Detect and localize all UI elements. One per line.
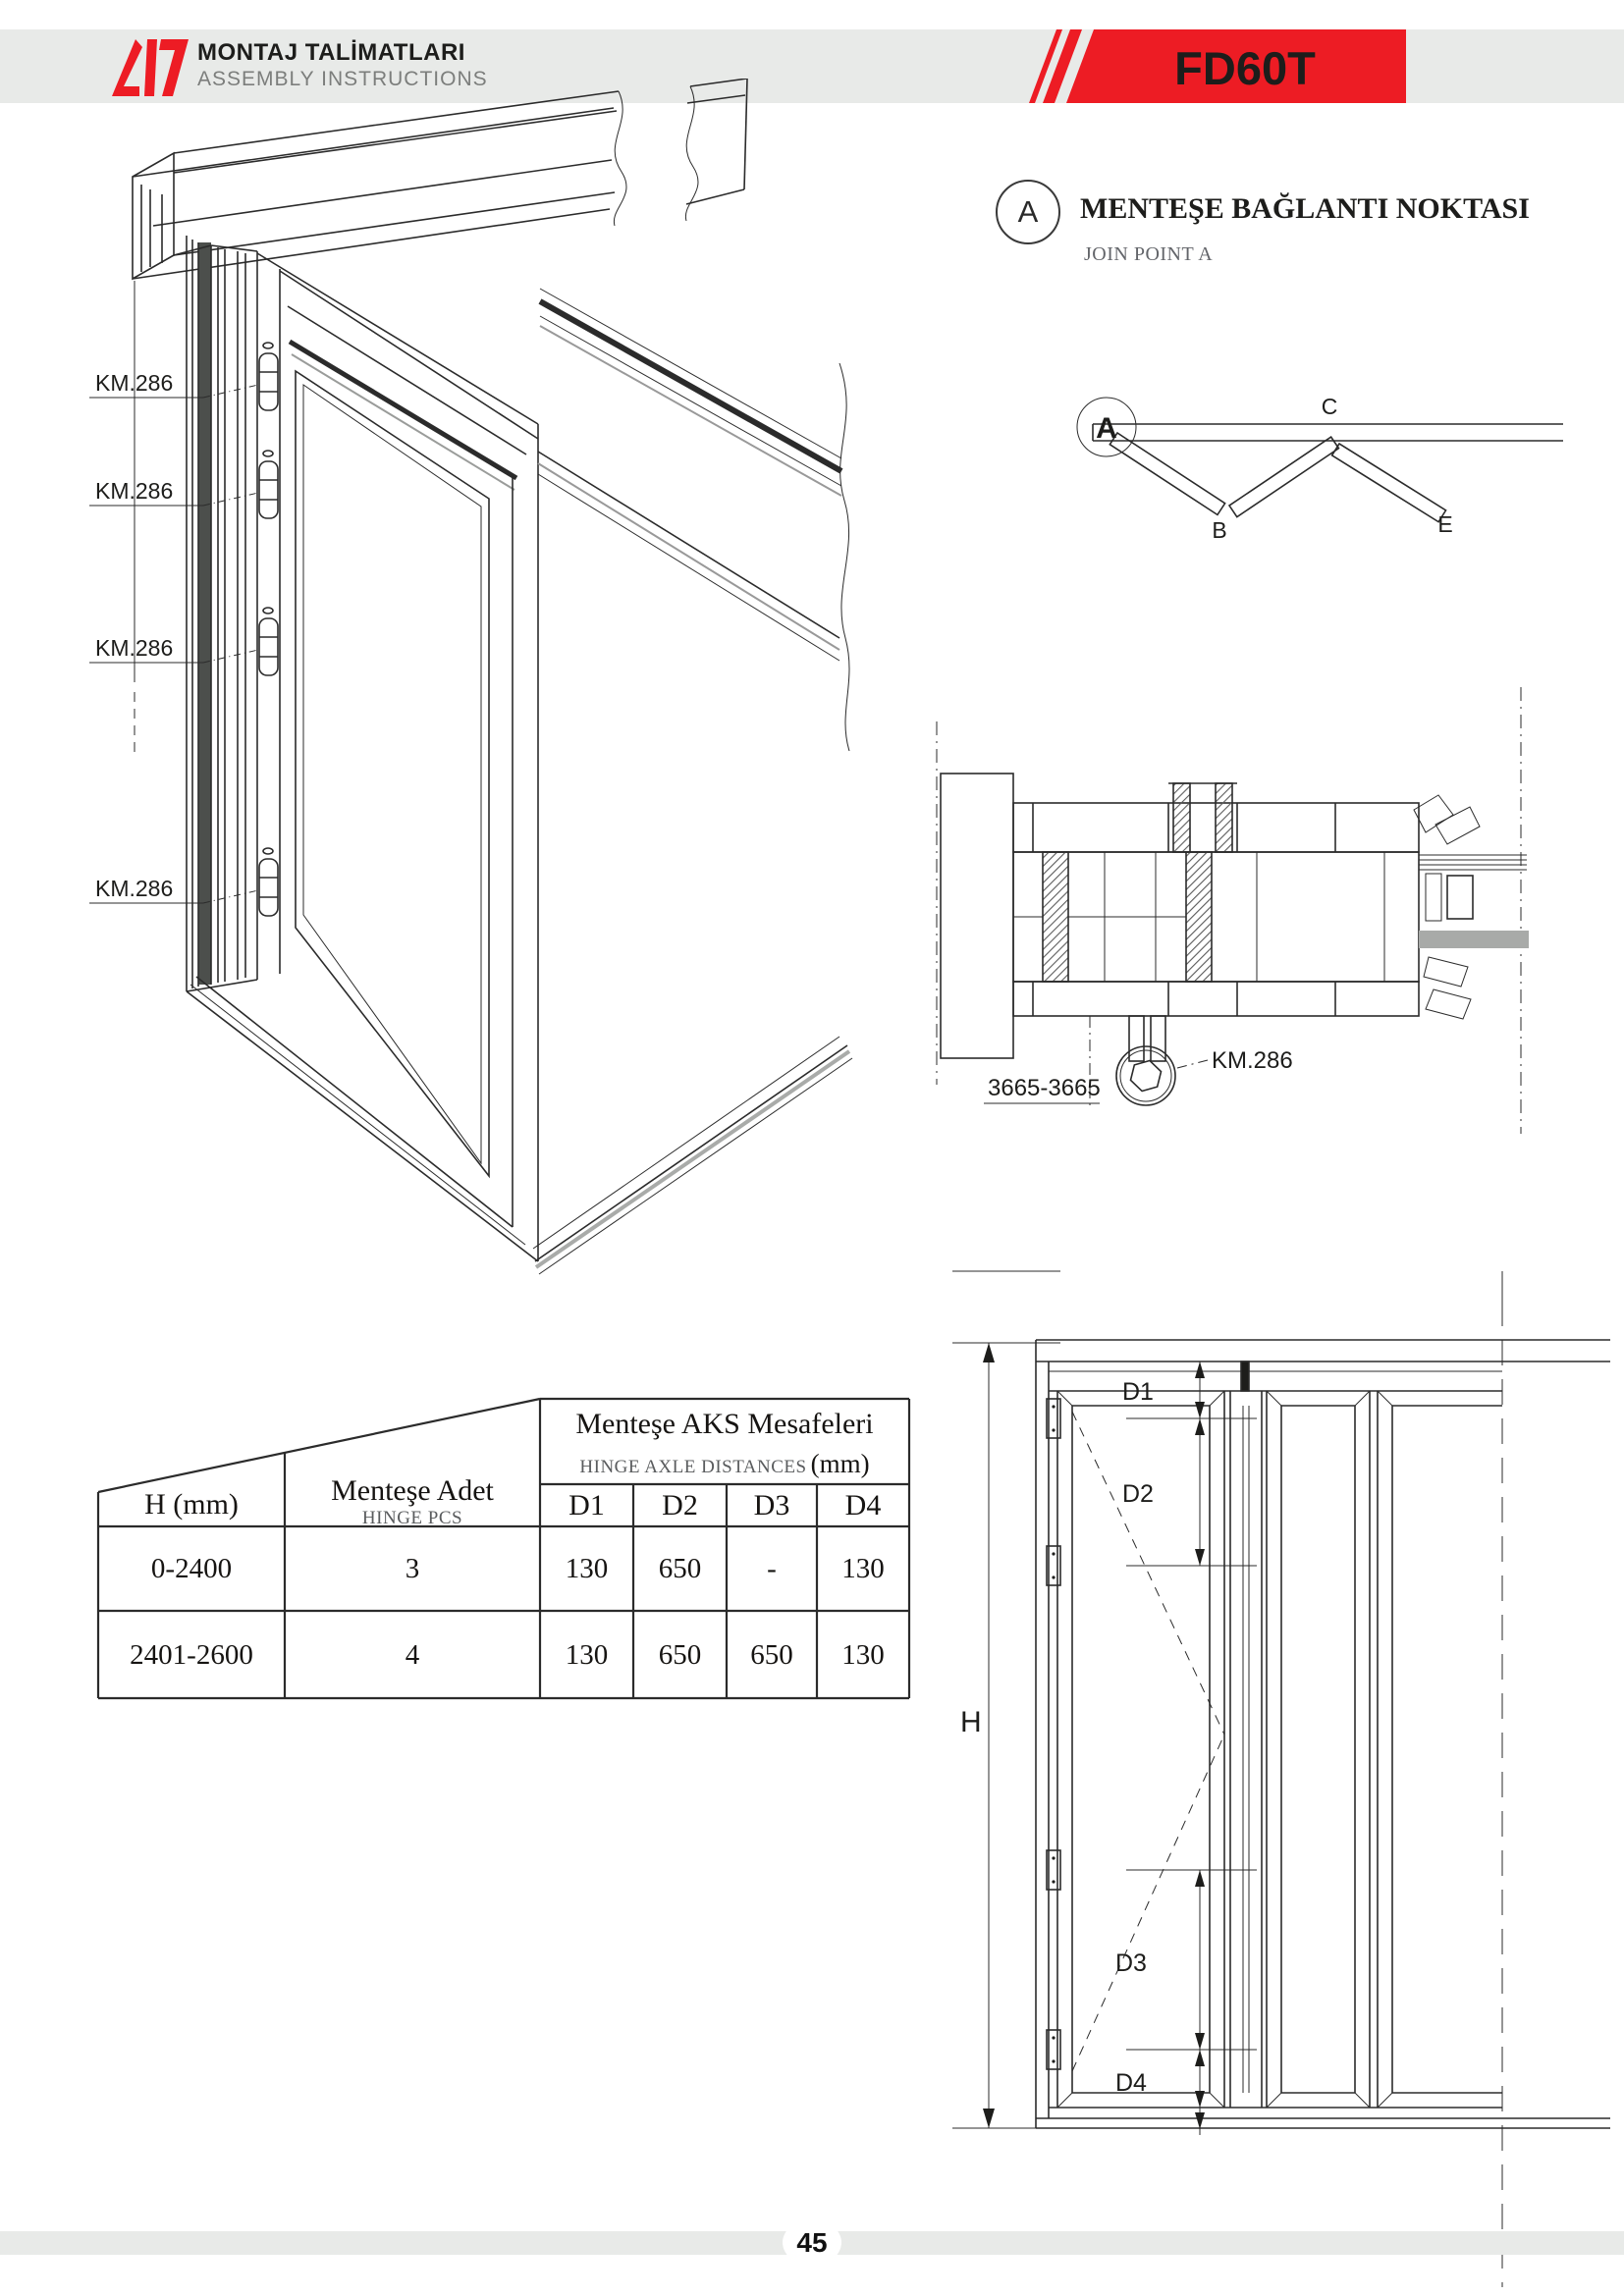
join-point-title-en: JOIN POINT A [1084,243,1214,265]
profile-cross-section [923,677,1624,1148]
dim-d1-label: D1 [1122,1378,1154,1406]
hinge-icon [259,848,278,916]
fold-sequence-diagram [1001,363,1600,569]
cell-d3: 650 [750,1639,793,1671]
cell-pcs: 3 [405,1553,420,1584]
hinge-part-label: KM.286 [95,370,174,396]
dim-d3-label: D3 [1115,1949,1147,1977]
profile-code-label: 3665-3665 [988,1075,1101,1101]
hinge-part-label: KM.286 [95,876,174,901]
table-col-pcs-tr: Menteşe Adet [331,1474,494,1507]
hinge-icon [259,608,278,675]
hinge-part-label: KM.286 [95,635,174,661]
table-col-pcs-en: HINGE PCS [361,1508,463,1528]
table-col-d1: D1 [568,1489,605,1522]
break-line [839,363,849,751]
wall-section [941,774,1013,1058]
door-leaves [1057,1362,1502,2108]
dimension-D-chain [1115,1362,1257,2135]
dim-d2-label: D2 [1122,1480,1154,1508]
fold-point-a-label: A [1096,412,1117,445]
cell-d2: 650 [658,1639,702,1671]
door-panel [187,253,538,1261]
product-code: FD60T [1174,42,1316,94]
cell-d1: 130 [565,1639,609,1671]
page-number-badge [783,2219,841,2266]
dimension-H [952,1343,1060,2128]
hinge-icon [259,343,278,410]
hinge-knuckle [1116,1016,1175,1105]
door-elevation-drawing [933,1256,1624,2296]
table-col-d4: D4 [844,1489,882,1522]
cell-d4: 130 [841,1553,885,1584]
rear-track-and-glass [533,289,852,1274]
join-point-marker [996,180,1060,244]
head-track [133,79,747,279]
glazing-detail [1414,795,1529,1019]
aluminium-profiles [1013,783,1419,1016]
cell-h: 2401-2600 [130,1639,253,1671]
fold-point-e-label: E [1437,511,1453,537]
dim-h-label: H [960,1706,982,1738]
header-title-en: ASSEMBLY INSTRUCTIONS [197,68,488,90]
header-title-tr: MONTAJ TALİMATLARI [197,39,465,66]
table-col-h: H (mm) [144,1488,239,1521]
cell-pcs: 4 [405,1639,420,1671]
table-group-unit: (mm) [810,1449,870,1478]
cell-d2: 650 [658,1553,702,1584]
hinge-part-label: KM.286 [1212,1047,1293,1074]
table-col-d3: D3 [753,1489,790,1522]
table-group-title-tr: Menteşe AKS Mesafeleri [575,1408,874,1440]
hinge-icon [259,451,278,518]
product-code-tab [1021,29,1414,103]
hinge-part-label: KM.286 [95,478,174,504]
join-point-letter: A [1017,194,1039,229]
table-group-title-en: HINGE AXLE DISTANCES [579,1457,807,1477]
cell-h: 0-2400 [150,1553,233,1584]
table-col-d2: D2 [662,1489,698,1522]
isometric-door-drawing [54,79,864,1291]
cell-d4: 130 [841,1639,885,1671]
join-point-title-tr: MENTEŞE BAĞLANTI NOKTASI [1080,192,1530,225]
hinge-distance-table [96,1394,911,1700]
dim-d4-label: D4 [1115,2069,1147,2097]
fold-point-b-label: B [1212,517,1227,543]
cell-d3: - [767,1553,777,1584]
cell-d1: 130 [565,1553,609,1584]
fold-point-c-label: C [1321,394,1338,419]
hinges-and-labels [89,343,278,916]
page-number: 45 [796,2226,828,2258]
